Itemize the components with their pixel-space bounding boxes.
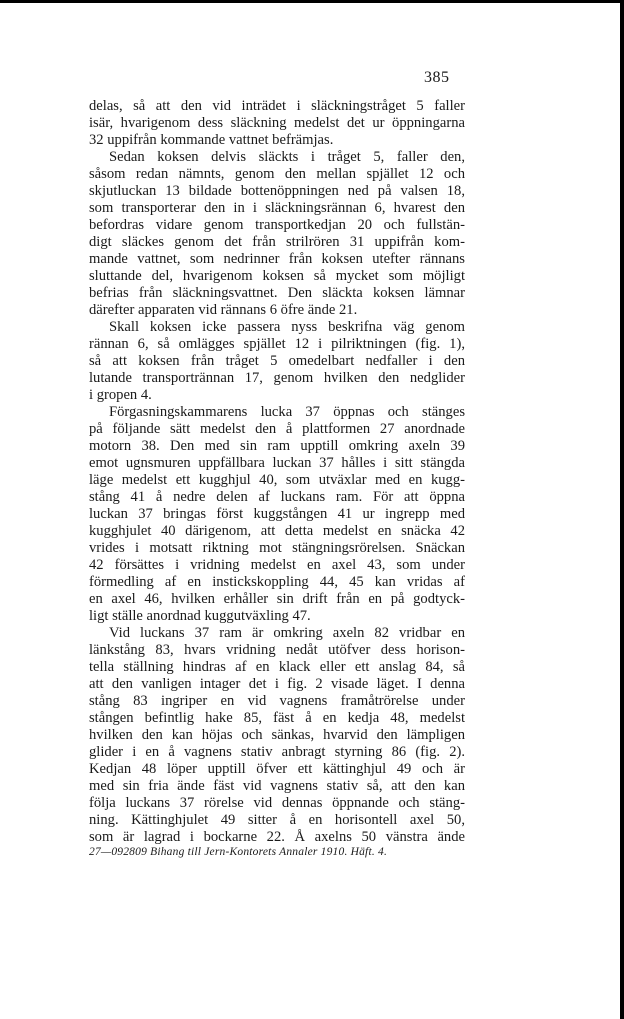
text-line: att den vanligen intager det i fig. 2 visade läget. I denna	[89, 676, 465, 692]
text-line: stång 83 ingriper en vid vagnens framåtrörelse under	[89, 693, 465, 709]
text-line: rännan 6, så omlägges spjället 12 i pilriktningen (fig. 1),	[89, 336, 465, 352]
text-line: som är lagrad i bockarne 22. Å axelns 50 vänstra ände	[89, 829, 465, 845]
page-top-edge	[0, 0, 624, 3]
text-line: länkstång 83, hvars vridning nedåt utöfver dess horison-	[89, 642, 465, 658]
text-line: glider i en å vagnens stativ anbragt styrning 86 (fig. 2).	[89, 744, 465, 760]
text-line: ning. Kättinghjulet 49 sitter å en horisontell axel 50,	[89, 812, 465, 828]
text-line: isär, hvarigenom dess släckning medelst det ur öppningarna	[89, 115, 465, 131]
page-number: 385	[424, 69, 450, 86]
text-line: på följande sätt medelst den å plattformen 27 anordnade	[89, 421, 465, 437]
text-line: så att koksen från tråget 5 omedelbart nedfaller i den	[89, 353, 465, 369]
text-line: Kedjan 48 löper upptill öfver ett kättinghjul 49 och är	[89, 761, 465, 777]
text-line: luckan 37 bringas först kuggstången 41 ur ingrepp med	[89, 506, 465, 522]
text-line: kugghjulet 40 därigenom, att detta medelst en snäcka 42	[89, 523, 465, 539]
text-line: lutande transportrännan 17, genom hvilken den nedglider	[89, 370, 465, 386]
body-text	[89, 98, 465, 846]
text-line: vrides i motsatt riktning mot stängningsrörelsen. Snäckan	[89, 540, 465, 556]
text-line: därefter apparaten vid rännans 6 öfre ände 21.	[89, 302, 358, 318]
text-line: förmedling af en instickskoppling 44, 45 kan vridas af	[89, 574, 465, 590]
text-line: en axel 46, hvilken erhåller sin drift från en på godtyck-	[89, 591, 465, 607]
text-line: emot ugnsmuren uppfällbara luckan 37 hålles i sitt stängda	[89, 455, 465, 471]
text-line: Sedan koksen delvis släckts i tråget 5, faller den,	[109, 149, 465, 165]
text-line: stången befintlig hake 85, fäst å en kedja 48, medelst	[89, 710, 465, 726]
text-line: tella ställning hindras af en klack eller ett anslag 84, så	[89, 659, 465, 675]
text-line: ligt ställe anordnad kuggutväxling 47.	[89, 608, 311, 624]
text-line: Vid luckans 37 ram är omkring axeln 82 vridbar en	[109, 625, 465, 641]
text-line: 42 försättes i vridning medelst en axel 43, som under	[89, 557, 465, 573]
text-line: med sin fria ände fäst vid vagnens stativ så, att den kan	[89, 778, 465, 794]
text-line: hvilken den kan höjas och sänkas, hvarvid den lämpligen	[89, 727, 465, 743]
text-line: mande vattnet, som nedrinner från koksen utefter rännans	[89, 251, 465, 267]
text-line: delas, så att den vid inträdet i släckningstråget 5 faller	[89, 98, 465, 114]
text-line: motorn 38. Den med sin ram upptill omkring axeln 39	[89, 438, 465, 454]
text-line: digt släckes genom det från strilrören 31 uppifrån kom-	[89, 234, 465, 250]
text-line: skjutluckan 13 bildade bottenöppningen ned på valsen 18,	[89, 183, 465, 199]
text-line: stång 41 å nedre delen af luckans ram. För att öppna	[89, 489, 465, 505]
page-footer: 27—092809 Bihang till Jern-Kontorets Annaler 1910. Häft. 4.	[89, 846, 388, 858]
text-line: läge medelst ett kugghjul 40, som utväxlar med en kugg-	[89, 472, 465, 488]
text-line: såsom redan nämnts, genom den mellan spjället 12 och	[89, 166, 465, 182]
text-line: 32 uppifrån kommande vattnet befrämjas.	[89, 132, 334, 148]
text-line: Skall koksen icke passera nyss beskrifna väg genom	[109, 319, 465, 335]
text-line: följa luckans 37 rörelse vid dennas öppnande och stäng-	[89, 795, 465, 811]
text-line: Förgasningskammarens lucka 37 öppnas och stänges	[109, 404, 465, 420]
text-line: sluttande del, hvarigenom koksen så mycket som möjligt	[89, 268, 465, 284]
text-line: i gropen 4.	[89, 387, 152, 403]
text-line: befordras vidare genom transportkedjan 20 och fullstän-	[89, 217, 465, 233]
page-right-edge	[620, 0, 624, 1019]
text-line: som transporterar den in i släckningsrännan 6, hvarest den	[89, 200, 465, 216]
text-line: befrias från släckningsvattnet. Den släckta koksen lämnar	[89, 285, 465, 301]
